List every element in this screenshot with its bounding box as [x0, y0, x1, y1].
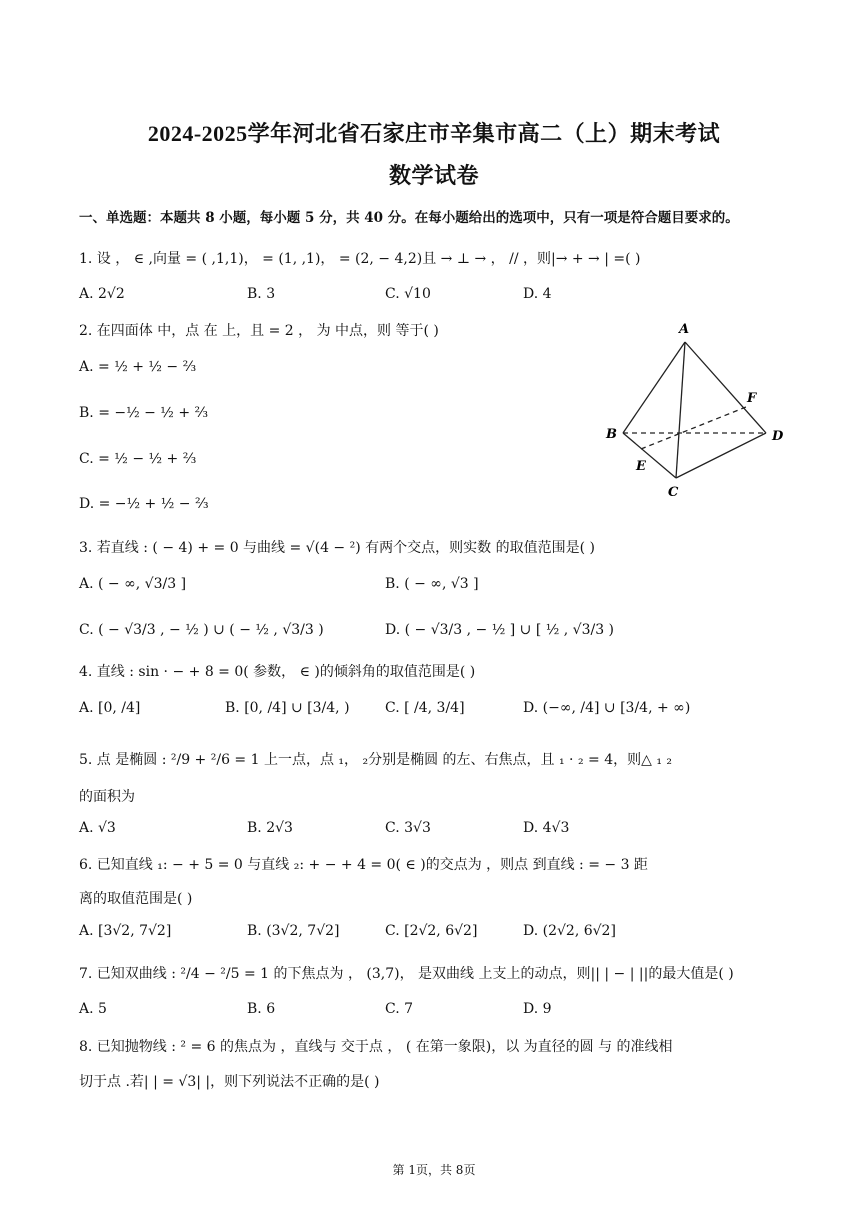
page-subtitle: 数学试卷 — [388, 163, 479, 188]
question-3-option-b: B. ( − ∞, √3 ] — [385, 576, 479, 592]
question-1-option-c: C. √10 — [385, 286, 431, 302]
point-label-f: F — [747, 391, 757, 406]
question-6-option-d: D. (2√2, 6√2] — [523, 923, 616, 939]
vertex-label-a: A — [679, 322, 690, 337]
question-2-stem: 2. 在四面体 中，点 在 上，且 = 2 ， 为 中点，则 等于( ) — [79, 323, 439, 339]
edge-bc — [623, 433, 676, 478]
vertex-label-c: C — [668, 485, 679, 500]
vertex-label-b: B — [606, 427, 617, 442]
question-5-stem-continued: 的面积为 — [79, 789, 135, 805]
question-3-stem: 3. 若直线 : ( − 4) + = 0 与曲线 = √(4 − ²) 有两个交点，则实数 的取值范围是( ) — [79, 540, 595, 556]
edge-ad — [685, 342, 766, 433]
question-4-option-b: B. [0, /4] ∪ [3/4, ) — [225, 700, 350, 716]
question-6-option-c: C. [2√2, 6√2] — [385, 923, 478, 939]
question-8-stem-continued: 切于点 .若| | = √3| |，则下列说法不正确的是( ) — [79, 1074, 380, 1090]
question-1-option-a: A. 2√2 — [79, 286, 125, 302]
question-2-option-d: D. = −½ + ½ − ⅔ — [79, 496, 209, 512]
question-5-option-a: A. √3 — [79, 820, 116, 836]
question-3-option-a: A. ( − ∞, √3/3 ] — [79, 576, 187, 592]
question-2-option-c: C. = ½ − ½ + ⅔ — [79, 451, 197, 467]
question-5-option-d: D. 4√3 — [523, 820, 570, 836]
question-4-option-a: A. [0, /4] — [79, 700, 141, 716]
question-4-option-c: C. [ /4, 3/4] — [385, 700, 465, 716]
vertex-label-d: D — [772, 429, 784, 444]
page-title: 2024-2025学年河北省石家庄市辛集市高二（上）期末考试 — [147, 121, 721, 146]
question-1-option-b: B. 3 — [247, 286, 276, 302]
point-label-e: E — [636, 459, 646, 474]
question-7-option-b: B. 6 — [247, 1001, 276, 1017]
question-1-option-d: D. 4 — [523, 286, 552, 302]
tetrahedron-figure — [598, 318, 798, 503]
question-6-stem-continued: 离的取值范围是( ) — [79, 891, 193, 907]
page-footer: 第 1页，共 8页 — [392, 1163, 476, 1177]
edge-ab — [623, 342, 685, 433]
section-heading: 一、单选题：本题共 8 小题，每小题 5 分，共 40 分。在每小题给出的选项中，只有一项是符合题目要求的。 — [79, 210, 739, 226]
question-2-option-b: B. = −½ − ½ + ⅔ — [79, 405, 209, 421]
question-7-stem: 7. 已知双曲线 : ²/4 − ²/5 = 1 的下焦点为 ， (3,7)， 是双曲线 上支上的动点，则|| | − | ||的最大值是( ) — [79, 966, 734, 982]
question-5-stem: 5. 点 是椭圆 : ²/9 + ²/6 = 1 上一点，点 ₁， ₂分别是椭圆 的左、右焦点，且 ₁ · ₂ = 4，则△ ₁ ₂ — [79, 752, 672, 768]
question-4-stem: 4. 直线 : sin · − + 8 = 0( 参数， ∈ )的倾斜角的取值范围是( ) — [79, 664, 476, 680]
question-3-option-c: C. ( − √3/3 , − ½ ) ∪ ( − ½ , √3/3 ) — [79, 622, 324, 638]
question-7-option-d: D. 9 — [523, 1001, 552, 1017]
edge-cd — [676, 433, 766, 478]
question-7-option-c: C. 7 — [385, 1001, 414, 1017]
question-6-option-b: B. (3√2, 7√2] — [247, 923, 340, 939]
edge-ac — [676, 342, 685, 478]
question-5-option-b: B. 2√3 — [247, 820, 293, 836]
question-6-stem: 6. 已知直线 ₁: − + 5 = 0 与直线 ₂: + − + 4 = 0( ∈ )的交点为 ，则点 到直线 : = − 3 距 — [79, 857, 648, 873]
segment-ef-hidden — [641, 407, 746, 449]
question-6-option-a: A. [3√2, 7√2] — [79, 923, 172, 939]
question-7-option-a: A. 5 — [79, 1001, 107, 1017]
question-3-option-d: D. ( − √3/3 , − ½ ] ∪ [ ½ , √3/3 ) — [385, 622, 615, 638]
question-4-option-d: D. (−∞, /4] ∪ [3/4, + ∞) — [523, 700, 691, 716]
question-2-option-a: A. = ½ + ½ − ⅔ — [79, 359, 197, 375]
question-5-option-c: C. 3√3 — [385, 820, 431, 836]
question-8-stem: 8. 已知抛物线 : ² = 6 的焦点为 ，直线与 交于点 ， ( 在第一象限)，以 为直径的圆 与 的准线相 — [79, 1039, 673, 1055]
question-1-stem: 1. 设 ， ∈ ,向量 = ( ,1,1)， = (1, ,1)， = (2, − 4,2)且 → ⊥ → ， // ，则|→ + → | =( ) — [79, 251, 641, 267]
